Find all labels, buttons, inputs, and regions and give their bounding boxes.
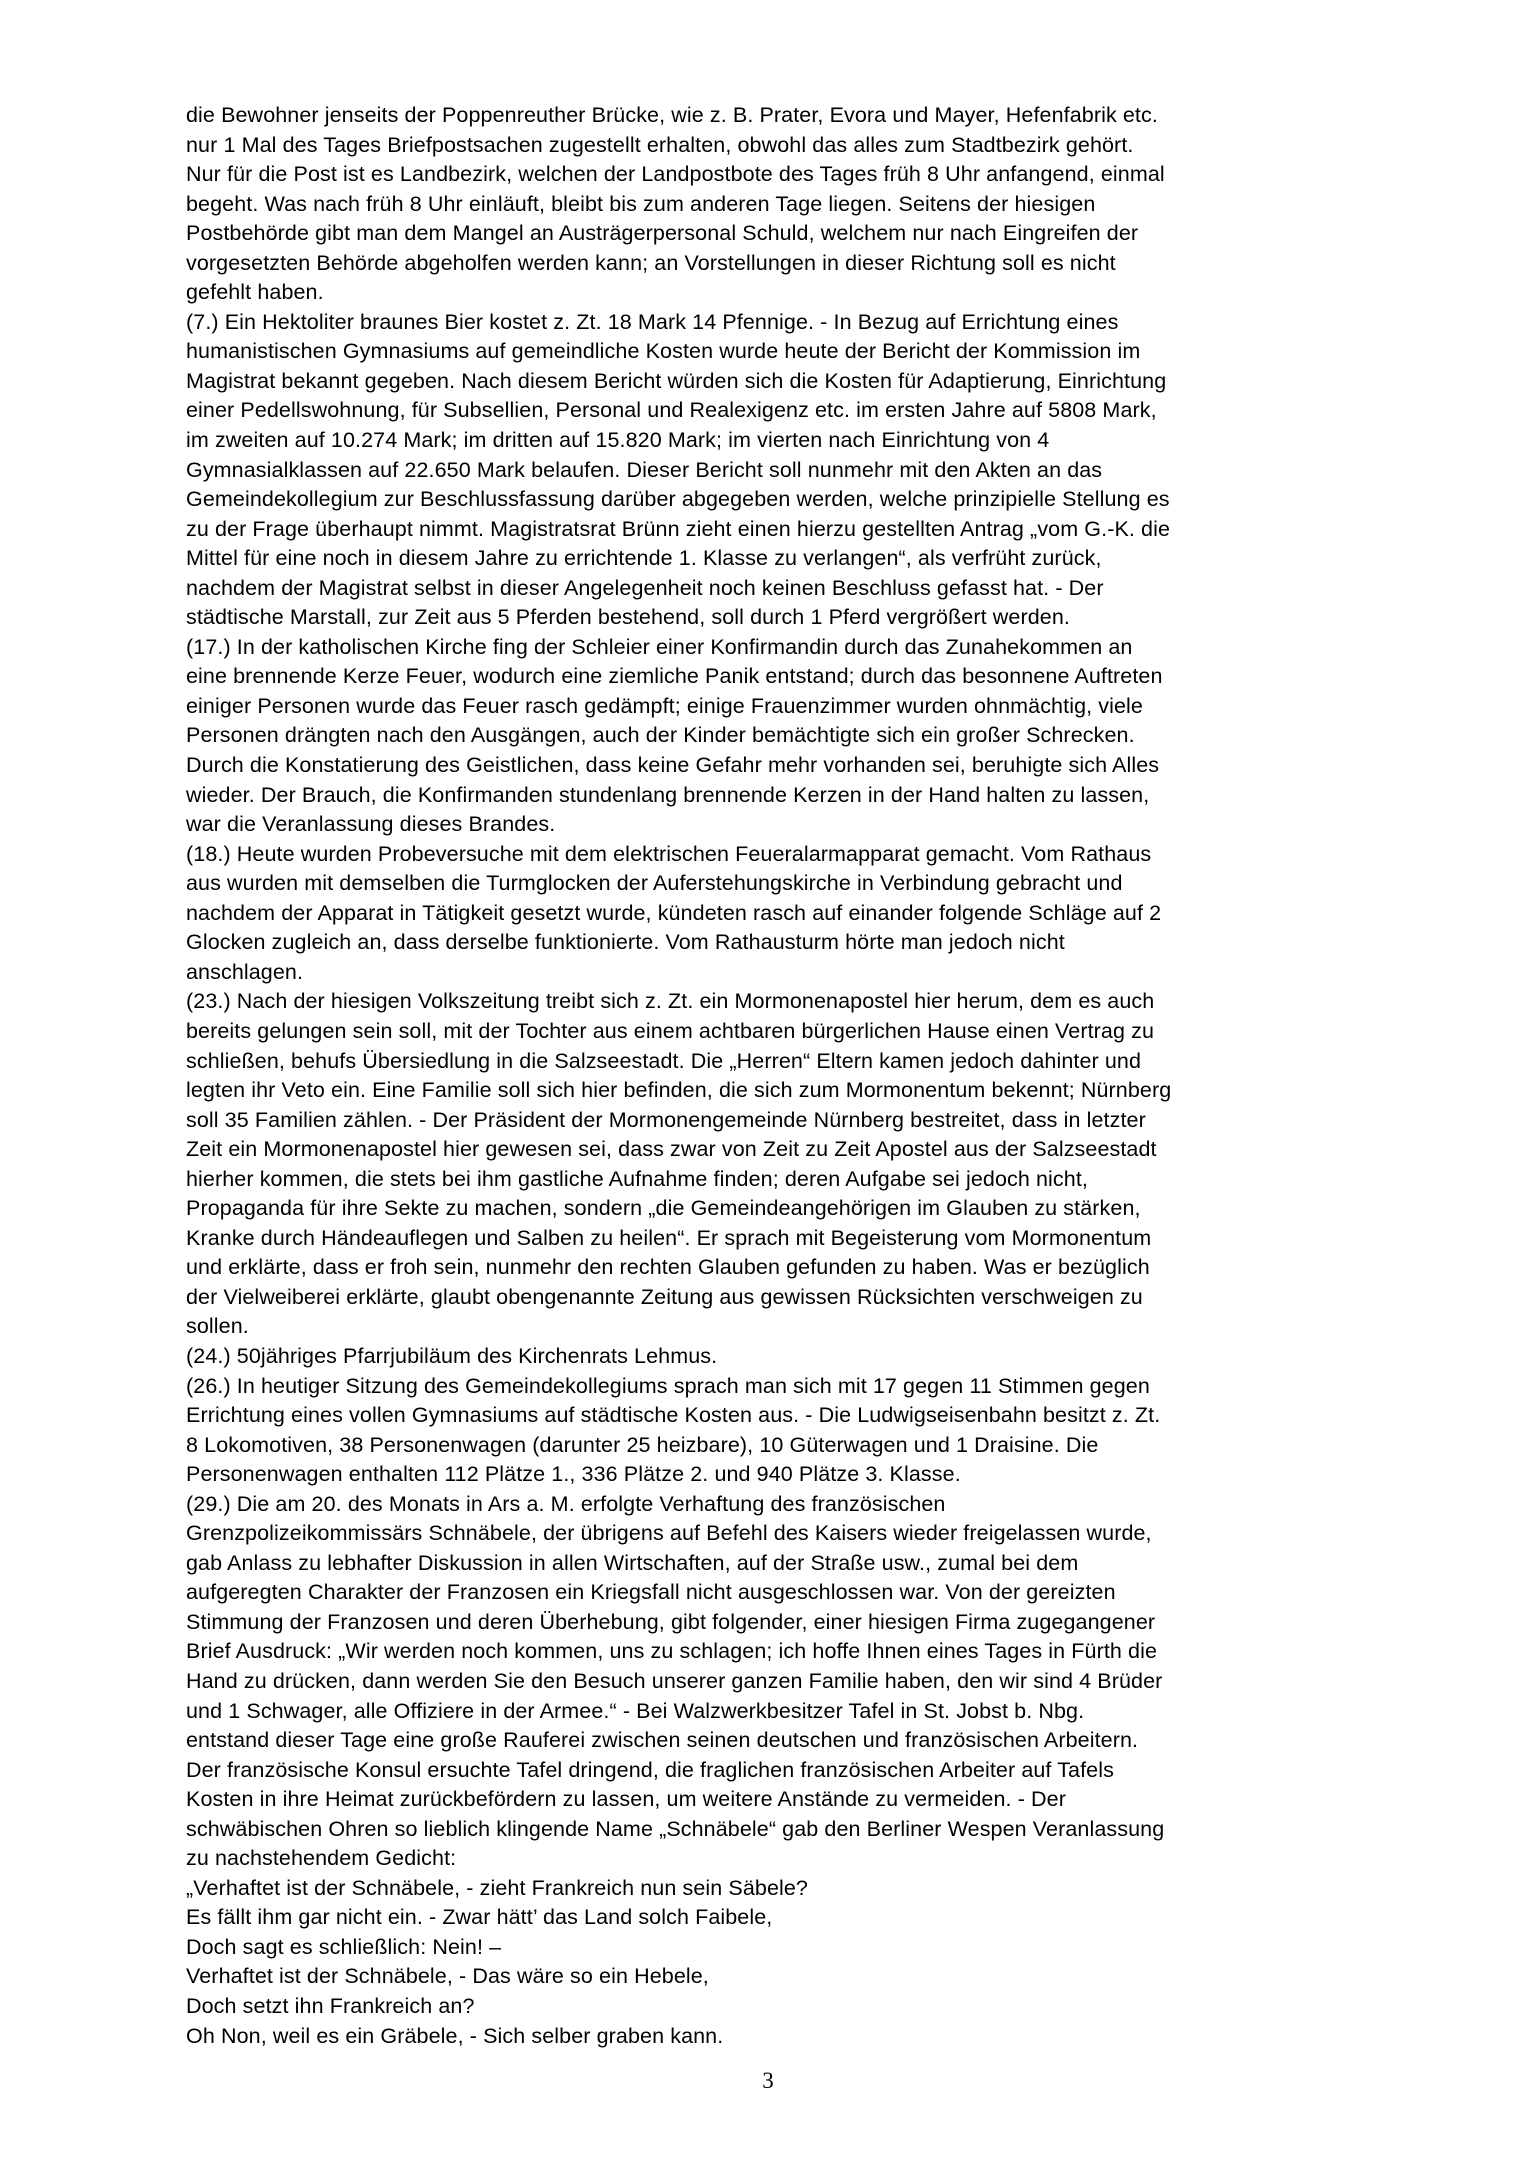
text-line: und erklärte, dass er froh sein, nunmehr den rechten Glauben gefunden zu haben. Was er bezüglich [186,1255,1150,1280]
text-line: Personenwagen enthalten 112 Plätze 1., 336 Plätze 2. und 940 Plätze 3. Klasse. [186,1462,961,1487]
text-line: einer Pedellswohnung, für Subsellien, Personal und Realexigenz etc. im ersten Jahre auf 5808 Mark, [186,398,1157,423]
text-line: vorgesetzten Behörde abgeholfen werden kann; an Vorstellungen in dieser Richtung soll es nicht [186,250,1116,275]
text-line: schließen, behufs Übersiedlung in die Salzseestadt. Die „Herren“ Eltern kamen jedoch dahinter und [186,1048,1142,1073]
text-line: (17.) In der katholischen Kirche fing der Schleier einer Konfirmandin durch das Zunahekommen an [186,634,1133,659]
text-line: gab Anlass zu lebhafter Diskussion in allen Wirtschaften, auf der Straße usw., zumal bei dem [186,1550,1079,1575]
text-line: bereits gelungen sein soll, mit der Tochter aus einem achtbaren bürgerlichen Hause einen Vertrag zu [186,1018,1155,1043]
text-line: Magistrat bekannt gegeben. Nach diesem Bericht würden sich die Kosten für Adaptierung, Einrichtung [186,368,1167,393]
text-line: aus wurden mit demselben die Turmglocken der Auferstehungskirche in Verbindung gebracht und [186,871,1123,896]
text-line: Gemeindekollegium zur Beschlussfassung darüber abgegeben werden, welche prinzipielle Stellung es [186,487,1170,512]
text-line: anschlagen. [186,959,304,984]
text-line: begeht. Was nach früh 8 Uhr einläuft, bleibt bis zum anderen Tage liegen. Seitens der hiesigen [186,191,1096,216]
text-line: Glocken zugleich an, dass derselbe funktionierte. Vom Rathausturm hörte man jedoch nicht [186,930,1065,955]
text-line: Verhaftet ist der Schnäbele, - Das wäre so ein Hebele, [186,1964,709,1989]
text-line: hierher kommen, die stets bei ihm gastliche Aufnahme finden; deren Aufgabe sei jedoch nicht, [186,1166,1088,1191]
text-line: (18.) Heute wurden Probeversuche mit dem elektrischen Feueralarmapparat gemacht. Vom Rathaus [186,841,1152,866]
page-number: 3 [762,2068,774,2093]
text-line: Postbehörde gibt man dem Mangel an Austrägerpersonal Schuld, welchem nur nach Eingreifen der [186,221,1139,246]
text-line: Grenzpolizeikommissärs Schnäbele, der übrigens auf Befehl des Kaisers wieder freigelassen wurde, [186,1521,1152,1546]
text-line: (23.) Nach der hiesigen Volkszeitung treibt sich z. Zt. ein Mormonenapostel hier herum, dem es auch [186,989,1155,1014]
text-line: Nur für die Post ist es Landbezirk, welchen der Landpostbote des Tages früh 8 Uhr anfangend, einmal [186,162,1165,187]
text-line: Der französische Konsul ersuchte Tafel dringend, die fraglichen französischen Arbeiter auf Tafels [186,1757,1114,1782]
document-text-block [186,101,1396,2051]
text-line: einiger Personen wurde das Feuer rasch gedämpft; einige Frauenzimmer wurden ohnmächtig, viele [186,693,1143,718]
text-line: Kranke durch Händeauflegen und Salben zu heilen“. Er sprach mit Begeisterung vom Mormonentum [186,1225,1152,1250]
text-line: Propaganda für ihre Sekte zu machen, sondern „die Gemeindeangehörigen im Glauben zu stärken, [186,1196,1141,1221]
text-line: schwäbischen Ohren so lieblich klingende Name „Schnäbele“ gab den Berliner Wespen Veranlassung [186,1816,1165,1841]
text-line: Stimmung der Franzosen und deren Überhebung, gibt folgender, einer hiesigen Firma zugegangener [186,1609,1156,1634]
text-line: (24.) 50jähriges Pfarrjubiläum des Kirchenrats Lehmus. [186,1343,718,1368]
text-line: (29.) Die am 20. des Monats in Ars a. M. erfolgte Verhaftung des französischen [186,1491,946,1516]
text-line: Zeit ein Mormonenapostel hier gewesen sei, dass zwar von Zeit zu Zeit Apostel aus der Salzseestadt [186,1137,1157,1162]
text-line: zu nachstehendem Gedicht: [186,1846,457,1871]
text-line: wieder. Der Brauch, die Konfirmanden stundenlang brennende Kerzen in der Hand halten zu lassen, [186,782,1150,807]
text-line: Oh Non, weil es ein Gräbele, - Sich selber graben kann. [186,2023,724,2048]
text-line: Mittel für eine noch in diesem Jahre zu errichtende 1. Klasse zu verlangen“, als verfrüht zurück, [186,546,1102,571]
text-line: zu der Frage überhaupt nimmt. Magistratsrat Brünn zieht einen hierzu gestellten Antrag „vom G.-K. die [186,516,1171,541]
text-line: 8 Lokomotiven, 38 Personenwagen (darunter 25 heizbare), 10 Güterwagen und 1 Draisine. Die [186,1432,1099,1457]
text-line: nur 1 Mal des Tages Briefpostsachen zugestellt erhalten, obwohl das alles zum Stadtbezirk gehört. [186,132,1134,157]
text-line: entstand dieser Tage eine große Rauferei zwischen seinen deutschen und französischen Arbeitern. [186,1728,1139,1753]
text-line: legten ihr Veto ein. Eine Familie soll sich hier befinden, die sich zum Mormonentum bekennt; Nürnberg [186,1078,1172,1103]
text-line: aufgeregten Charakter der Franzosen ein Kriegsfall nicht ausgeschlossen war. Von der gereizten [186,1580,1116,1605]
text-line: Brief Ausdruck: „Wir werden noch kommen, uns zu schlagen; ich hoffe Ihnen eines Tages in Fürth die [186,1639,1158,1664]
text-line: Es fällt ihm gar nicht ein. - Zwar hätt’ das Land solch Faibele, [186,1905,773,1930]
text-line: Durch die Konstatierung des Geistlichen, dass keine Gefahr mehr vorhanden sei, beruhigte sich Alles [186,753,1160,778]
text-line: „Verhaftet ist der Schnäbele, - zieht Frankreich nun sein Säbele? [186,1875,808,1900]
text-line: sollen. [186,1314,249,1339]
text-line: nachdem der Magistrat selbst in dieser Angelegenheit noch keinen Beschluss gefasst hat. - Der [186,575,1104,600]
text-line: (7.) Ein Hektoliter braunes Bier kostet z. Zt. 18 Mark 14 Pfennige. - In Bezug auf Errichtung eines [186,309,1119,334]
text-line: die Bewohner jenseits der Poppenreuther Brücke, wie z. B. Prater, Evora und Mayer, Hefenfabrik etc. [186,103,1158,127]
text-line: Personen drängten nach den Ausgängen, auch der Kinder bemächtigte sich ein großer Schrecken. [186,723,1135,748]
text-line: Hand zu drücken, dann werden Sie den Besuch unserer ganzen Familie haben, den wir sind 4 Brüder [186,1668,1163,1693]
text-line: war die Veranlassung dieses Brandes. [186,812,556,837]
text-line: der Vielweiberei erklärte, glaubt obengenannte Zeitung aus gewissen Rücksichten verschweigen zu [186,1284,1143,1309]
text-line: Kosten in ihre Heimat zurückbefördern zu lassen, um weitere Anstände zu vermeiden. - Der [186,1787,1066,1812]
text-line: eine brennende Kerze Feuer, wodurch eine ziemliche Panik entstand; durch das besonnene Auftreten [186,664,1163,689]
text-line: Gymnasialklassen auf 22.650 Mark belaufen. Dieser Bericht soll nunmehr mit den Akten an das [186,457,1103,482]
text-line: Doch sagt es schließlich: Nein! – [186,1934,502,1959]
text-line: Errichtung eines vollen Gymnasiums auf städtische Kosten aus. - Die Ludwigseisenbahn besitzt z. Zt. [186,1403,1161,1428]
text-line: städtische Marstall, zur Zeit aus 5 Pferden bestehend, soll durch 1 Pferd vergrößert werden. [186,605,1070,630]
text-line: Doch setzt ihn Frankreich an? [186,1994,475,2018]
text-line: gefehlt haben. [186,280,324,305]
text-line: (26.) In heutiger Sitzung des Gemeindekollegiums sprach man sich mit 17 gegen 11 Stimmen gegen [186,1373,1150,1398]
text-line: im zweiten auf 10.274 Mark; im dritten auf 15.820 Mark; im vierten nach Einrichtung von 4 [186,428,1050,453]
text-line: humanistischen Gymnasiums auf gemeindliche Kosten wurde heute der Bericht der Kommission im [186,339,1141,364]
text-line: und 1 Schwager, alle Offiziere in der Armee.“ - Bei Walzwerkbesitzer Tafel in St. Jobst b. Nbg. [186,1698,1085,1723]
text-line: soll 35 Familien zählen. - Der Präsident der Mormonengemeinde Nürnberg bestreitet, dass in letzter [186,1107,1146,1132]
text-line: nachdem der Apparat in Tätigkeit gesetzt wurde, kündeten rasch auf einander folgende Schläge auf 2 [186,900,1162,925]
